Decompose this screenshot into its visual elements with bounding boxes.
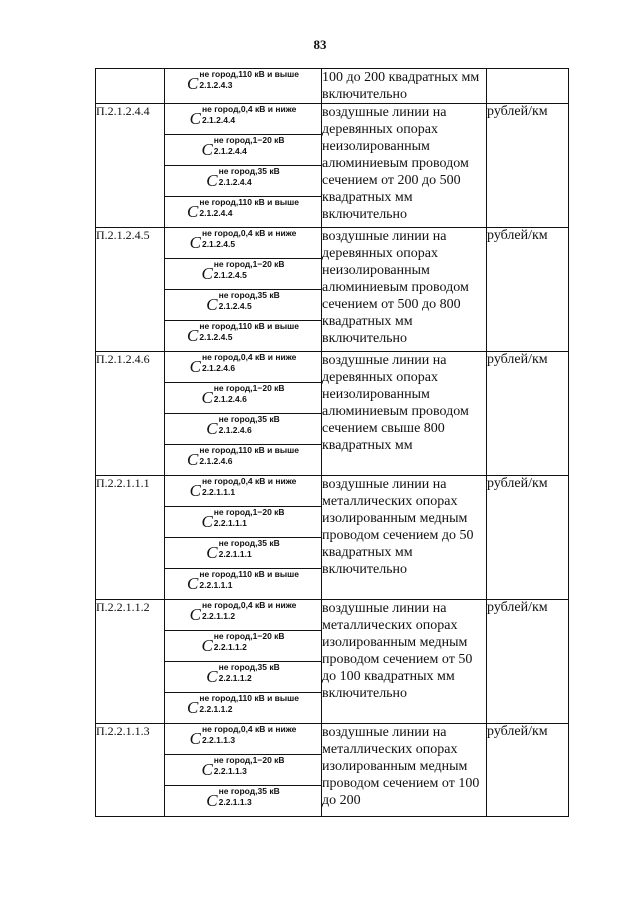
- table-row: [96, 352, 569, 383]
- rate-symbol-cell: [165, 569, 322, 600]
- page-number: 83: [313, 37, 327, 52]
- rate-symbol: [190, 352, 297, 375]
- table-row: [96, 724, 569, 755]
- rate-symbol-subscript: 2.1.2.4.5: [199, 332, 233, 342]
- code-cell: П.2.1.2.4.6: [96, 352, 165, 476]
- rate-symbol-superscript: не город,35 кВ: [218, 662, 280, 672]
- description-cell: воздушные линии на деревянных опорах неизолированным алюминиевым проводом сечением от 200 до 500 квадратных мм включительно: [322, 104, 487, 228]
- rate-symbol: [201, 259, 284, 282]
- rate-symbol-subscript: 2.1.2.4.6: [201, 363, 236, 373]
- rate-symbol-subscript: 2.2.1.1.3: [201, 735, 236, 745]
- rate-symbol: [190, 228, 297, 251]
- rate-symbol: [206, 662, 279, 685]
- rate-symbol-letter: C: [201, 264, 213, 283]
- rate-symbol: [206, 414, 279, 437]
- rate-symbol-superscript: не город,110 кВ и выше: [199, 197, 299, 207]
- rate-symbol-cell: [165, 693, 322, 724]
- rate-symbol-cell: [165, 755, 322, 786]
- rate-symbol-letter: C: [189, 109, 201, 128]
- rate-symbol: [187, 445, 299, 468]
- rate-symbol-subscript: 2.2.1.1.2: [218, 673, 252, 683]
- tariff-table: [95, 68, 569, 817]
- rate-symbol-subscript: 2.2.1.1.1: [201, 487, 236, 497]
- rate-symbol-cell: [165, 383, 322, 414]
- rate-symbol-letter: C: [201, 636, 213, 655]
- rate-symbol: [190, 476, 297, 499]
- table-row: [96, 104, 569, 135]
- rate-symbol-letter: C: [189, 233, 201, 252]
- rate-symbol-superscript: не город,110 кВ и выше: [199, 321, 299, 331]
- rate-symbol: [201, 755, 284, 778]
- rate-symbol-letter: C: [201, 140, 213, 159]
- code-cell: П.2.2.1.1.3: [96, 724, 165, 817]
- rate-symbol-superscript: не город,1−20 кВ: [213, 507, 285, 517]
- rate-symbol-superscript: не город,1−20 кВ: [213, 259, 285, 269]
- rate-symbol-subscript: 2.1.2.4.5: [218, 301, 252, 311]
- description-cell: 100 до 200 квадратных мм включительно: [322, 69, 487, 104]
- rate-symbol-letter: C: [206, 667, 218, 686]
- rate-symbol-letter: C: [189, 605, 201, 624]
- rate-symbol-superscript: не город,0,4 кВ и ниже: [201, 600, 297, 610]
- rate-symbol-cell: [165, 476, 322, 507]
- rate-symbol-subscript: 2.2.1.1.3: [213, 766, 247, 776]
- rate-symbol-letter: C: [187, 574, 199, 593]
- rate-symbol-subscript: 2.1.2.4.6: [218, 425, 252, 435]
- rate-symbol-subscript: 2.2.1.1.2: [201, 611, 236, 621]
- rate-symbol-cell: [165, 662, 322, 693]
- rate-symbol-letter: C: [189, 481, 201, 500]
- description-cell: воздушные линии на металлических опорах изолированным медным проводом сечением от 50 до 100 квадратных мм включительно: [322, 600, 487, 724]
- description-cell: воздушные линии на деревянных опорах неизолированным алюминиевым проводом сечением от 500 до 800 квадратных мм включительно: [322, 228, 487, 352]
- rate-symbol-subscript: 2.2.1.1.2: [199, 704, 233, 714]
- table-row: [96, 476, 569, 507]
- rate-symbol: [201, 383, 284, 406]
- rate-symbol-letter: C: [187, 326, 199, 345]
- rate-symbol-superscript: не город,0,4 кВ и ниже: [201, 228, 297, 238]
- rate-symbol-subscript: 2.1.2.4.4: [201, 115, 236, 125]
- rate-symbol: [187, 693, 299, 716]
- rate-symbol: [201, 631, 284, 654]
- rate-symbol: [187, 321, 299, 344]
- unit-cell: рублей/км: [487, 104, 569, 228]
- unit-cell: рублей/км: [487, 476, 569, 600]
- code-cell: П.2.1.2.4.4: [96, 104, 165, 228]
- rate-symbol-superscript: не город,35 кВ: [218, 538, 280, 548]
- rate-symbol-superscript: не город,110 кВ и выше: [199, 69, 299, 79]
- description-cell: воздушные линии на металлических опорах изолированным медным проводом сечением от 100 до 200: [322, 724, 487, 817]
- unit-cell: рублей/км: [487, 600, 569, 724]
- rate-symbol-subscript: 2.1.2.4.5: [213, 270, 247, 280]
- rate-symbol: [190, 600, 297, 623]
- rate-symbol-cell: [165, 228, 322, 259]
- rate-symbol-letter: C: [201, 760, 213, 779]
- rate-symbol: [201, 507, 284, 530]
- rate-symbol-cell: [165, 166, 322, 197]
- rate-symbol-cell: [165, 104, 322, 135]
- rate-symbol-cell: [165, 600, 322, 631]
- rate-symbol-cell: [165, 724, 322, 755]
- rate-symbol-letter: C: [206, 171, 218, 190]
- tariff-table-body: [96, 69, 569, 817]
- rate-symbol-subscript: 2.2.1.1.3: [218, 797, 252, 807]
- rate-symbol-letter: C: [206, 791, 218, 810]
- rate-symbol: [206, 786, 279, 809]
- code-cell: П.2.2.1.1.1: [96, 476, 165, 600]
- rate-symbol-subscript: 2.1.2.4.4: [199, 208, 233, 218]
- rate-symbol-superscript: не город,35 кВ: [218, 786, 280, 796]
- rate-symbol-superscript: не город,0,4 кВ и ниже: [201, 476, 297, 486]
- rate-symbol-subscript: 2.1.2.4.4: [218, 177, 252, 187]
- rate-symbol: [206, 538, 279, 561]
- rate-symbol-subscript: 2.2.1.1.2: [213, 642, 247, 652]
- rate-symbol-cell: [165, 445, 322, 476]
- rate-symbol: [187, 69, 299, 92]
- rate-symbol-letter: C: [201, 512, 213, 531]
- rate-symbol-superscript: не город,35 кВ: [218, 166, 280, 176]
- rate-symbol-superscript: не город,0,4 кВ и ниже: [201, 724, 297, 734]
- rate-symbol-superscript: не город,1−20 кВ: [213, 631, 285, 641]
- rate-symbol: [187, 197, 299, 220]
- rate-symbol-letter: C: [206, 419, 218, 438]
- rate-symbol: [201, 135, 284, 158]
- unit-cell: рублей/км: [487, 352, 569, 476]
- rate-symbol-subscript: 2.1.2.4.5: [201, 239, 236, 249]
- rate-symbol: [190, 104, 297, 127]
- rate-symbol-letter: C: [206, 543, 218, 562]
- rate-symbol: [206, 290, 279, 313]
- rate-symbol-superscript: не город,35 кВ: [218, 414, 280, 424]
- rate-symbol-letter: C: [189, 729, 201, 748]
- rate-symbol-subscript: 2.1.2.4.3: [199, 80, 233, 90]
- rate-symbol-cell: [165, 352, 322, 383]
- rate-symbol-letter: C: [206, 295, 218, 314]
- rate-symbol-cell: [165, 414, 322, 445]
- rate-symbol-subscript: 2.2.1.1.1: [218, 549, 252, 559]
- unit-cell: рублей/км: [487, 228, 569, 352]
- rate-symbol-superscript: не город,1−20 кВ: [213, 755, 285, 765]
- unit-cell: [487, 69, 569, 104]
- rate-symbol-subscript: 2.1.2.4.4: [213, 146, 247, 156]
- rate-symbol-letter: C: [187, 450, 199, 469]
- rate-symbol-cell: [165, 69, 322, 104]
- rate-symbol-subscript: 2.1.2.4.6: [213, 394, 247, 404]
- rate-symbol: [206, 166, 279, 189]
- rate-symbol-letter: C: [187, 202, 199, 221]
- rate-symbol-letter: C: [201, 388, 213, 407]
- table-row-continued: [96, 69, 569, 104]
- rate-symbol-letter: C: [187, 74, 199, 93]
- rate-symbol-letter: C: [189, 357, 201, 376]
- rate-symbol-cell: [165, 631, 322, 662]
- rate-symbol: [190, 724, 297, 747]
- code-cell: [96, 69, 165, 104]
- rate-symbol-subscript: 2.1.2.4.6: [199, 456, 233, 466]
- description-cell: воздушные линии на металлических опорах изолированным медным проводом сечением до 50 квадратных мм включительно: [322, 476, 487, 600]
- rate-symbol-superscript: не город,0,4 кВ и ниже: [201, 352, 297, 362]
- rate-symbol-cell: [165, 538, 322, 569]
- rate-symbol-subscript: 2.2.1.1.1: [213, 518, 247, 528]
- description-cell: воздушные линии на деревянных опорах неизолированным алюминиевым проводом сечением свыше 800 квадратных мм: [322, 352, 487, 476]
- table-row: [96, 228, 569, 259]
- rate-symbol-cell: [165, 786, 322, 817]
- table-row: [96, 600, 569, 631]
- rate-symbol: [187, 569, 299, 592]
- rate-symbol-cell: [165, 197, 322, 228]
- unit-cell: рублей/км: [487, 724, 569, 817]
- rate-symbol-superscript: не город,1−20 кВ: [213, 383, 285, 393]
- rate-symbol-superscript: не город,0,4 кВ и ниже: [201, 104, 297, 114]
- code-cell: П.2.1.2.4.5: [96, 228, 165, 352]
- rate-symbol-cell: [165, 507, 322, 538]
- rate-symbol-cell: [165, 321, 322, 352]
- rate-symbol-cell: [165, 135, 322, 166]
- rate-symbol-cell: [165, 259, 322, 290]
- rate-symbol-superscript: не город,110 кВ и выше: [199, 693, 299, 703]
- rate-symbol-cell: [165, 290, 322, 321]
- rate-symbol-superscript: не город,110 кВ и выше: [199, 569, 299, 579]
- rate-symbol-superscript: не город,35 кВ: [218, 290, 280, 300]
- rate-symbol-superscript: не город,110 кВ и выше: [199, 445, 299, 455]
- rate-symbol-letter: C: [187, 698, 199, 717]
- rate-symbol-superscript: не город,1−20 кВ: [213, 135, 285, 145]
- code-cell: П.2.2.1.1.2: [96, 600, 165, 724]
- rate-symbol-subscript: 2.2.1.1.1: [199, 580, 233, 590]
